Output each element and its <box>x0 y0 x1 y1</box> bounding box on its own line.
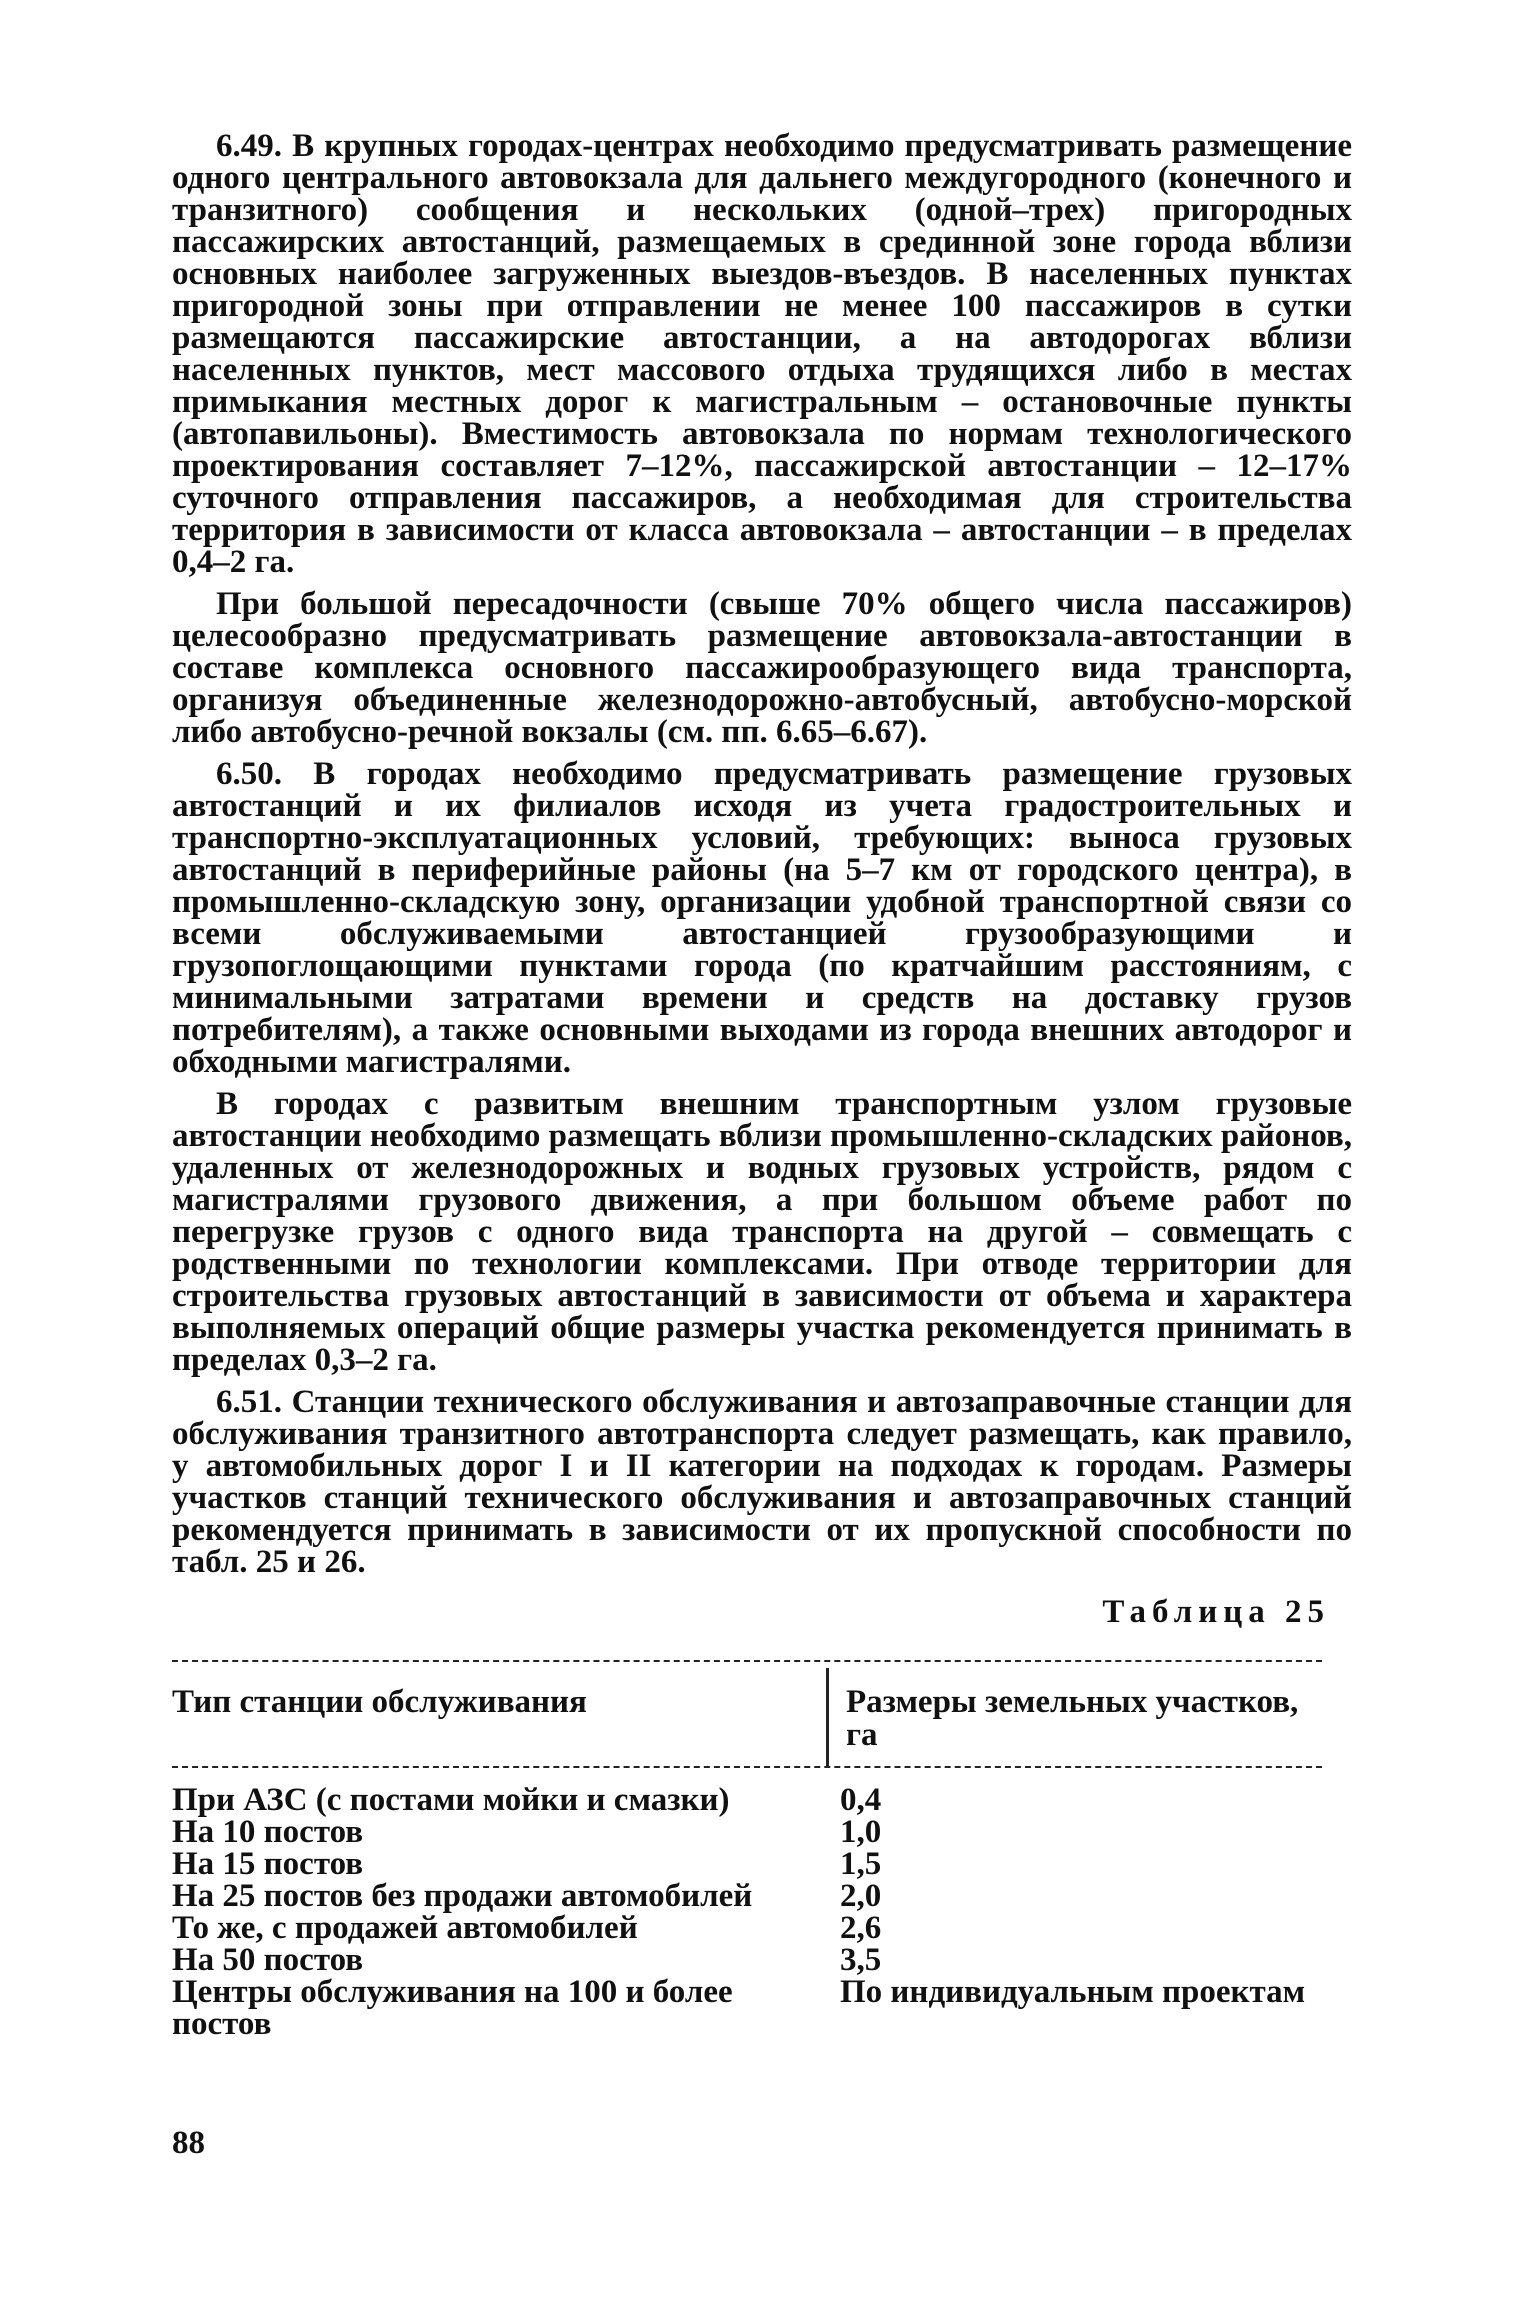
table-cell-size: 2,0 <box>840 1878 882 1914</box>
table-cell-type: На 50 постов <box>172 1942 364 1978</box>
table-row <box>172 1912 1322 1944</box>
table-cell-type: На 15 постов <box>172 1846 364 1882</box>
table-header-land-size: Размеры земельных участков, га <box>846 1684 1299 1753</box>
table-cell-type: При АЗС (с постами мойки и смазки) <box>172 1782 730 1818</box>
table-cell-type: На 25 постов без продажи автомобилей <box>172 1878 753 1914</box>
body-text <box>172 130 1352 1588</box>
table-row <box>172 1784 1322 1816</box>
table-cell-size: 1,0 <box>840 1814 882 1850</box>
table-cell-size: 2,6 <box>840 1910 882 1946</box>
table-cell-type: То же, с продажей автомобилей <box>172 1910 638 1946</box>
table-column-divider <box>826 1668 829 1768</box>
table-row <box>172 1880 1322 1912</box>
table-cell-type: На 10 постов <box>172 1814 364 1850</box>
table-header-rule <box>172 1766 1322 1768</box>
table-header-station-type: Тип станции обслуживания <box>172 1684 587 1720</box>
table-row <box>172 1976 1322 2040</box>
table-row <box>172 1944 1322 1976</box>
paragraph-transfer: При большой пересадочности (свыше 70% общего числа пассажиров) целесообразно предусматривать размещение автовокзала-автостанции в составе комплекса основного пассажирообразующего вида транспорта, организуя объединенные железнодорожно-автобусный, автобусно-морской либо автобусно-речной вокзалы (см. пп. 6.65–6.67). <box>172 586 1352 750</box>
table-body <box>172 1784 1322 2040</box>
table-cell-size: 3,5 <box>840 1942 882 1978</box>
paragraph-6-51: 6.51. Станции технического обслуживания и автозаправочные станции для обслуживания транзитного автотранспорта следует размещать, как правило, у автомобильных дорог I и II категории на подходах к городам. Размеры участков станций технического обслуживания и автозаправочных станций рекомендуется принимать в зависимости от их пропускной способности по табл. 25 и 26. <box>172 1384 1352 1580</box>
table-caption: Таблица 25 <box>1102 1594 1330 1630</box>
page-number: 88 <box>172 2125 205 2161</box>
paragraph-6-49: 6.49. В крупных городах-центрах необходимо предусматривать размещение одного центрального автовокзала для дальнего междугородного (конечного и транзитного) сообщения и нескольких (одной–трех) пригородных пассажирских автостанций, размещаемых в срединной зоне города вблизи основных наиболее загруженных выездов-въездов. В населенных пунктах пригородной зоны при отправлении не менее 100 пассажиров в сутки размещаются пассажирские автостанции, а на автодорогах вблизи населенных пунктов, мест массового отдыха трудящихся либо в местах примыкания местных дорог к магистральным – остановочные пункты (автопавильоны). Вместимость автовокзала по нормам технологического проектирования составляет 7–12%, пассажирской автостанции – 12–17% суточного отправления пассажиров, а необходимая для строительства территория в зависимости от класса автовокзала – автостанции – в пределах 0,4–2 га. <box>172 128 1352 580</box>
paragraph-cargo-stations: В городах с развитым внешним транспортным узлом грузовые автостанции необходимо размещать вблизи промышленно-складских районов, удаленных от железнодорожных и водных грузовых устройств, рядом с магистралями грузового движения, а при большом объеме работ по перегрузке грузов с одного вида транспорта на другой – совмещать с родственными по технологии комплексами. При отводе территории для строительства грузовых автостанций в зависимости от объема и характера выполняемых операций общие размеры участка рекомендуется принимать в пределах 0,3–2 га. <box>172 1086 1352 1378</box>
table-cell-type: Центры обслуживания на 100 и более постов <box>172 1974 733 2042</box>
table-cell-size: 1,5 <box>840 1846 882 1882</box>
table-row <box>172 1848 1322 1880</box>
table-top-rule <box>172 1660 1322 1662</box>
table-cell-size: 0,4 <box>840 1782 882 1818</box>
table-row <box>172 1816 1322 1848</box>
table-cell-size: По индивидуальным проектам <box>840 1974 1306 2010</box>
paragraph-6-50: 6.50. В городах необходимо предусматривать размещение грузовых автостанций и их филиалов исходя из учета градостроительных и транспортно-эксплуатационных условий, требующих: выноса грузовых автостанций в периферийные районы (на 5–7 км от городского центра), в промышленно-складскую зону, организации удобной транспортной связи со всеми обслуживаемыми автостанцией грузообразующими и грузопоглощающими пунктами города (по кратчайшим расстояниям, с минимальными затратами времени и средств на доставку грузов потребителям), а также основными выходами из города внешних автодорог и обходными магистралями. <box>172 756 1352 1080</box>
